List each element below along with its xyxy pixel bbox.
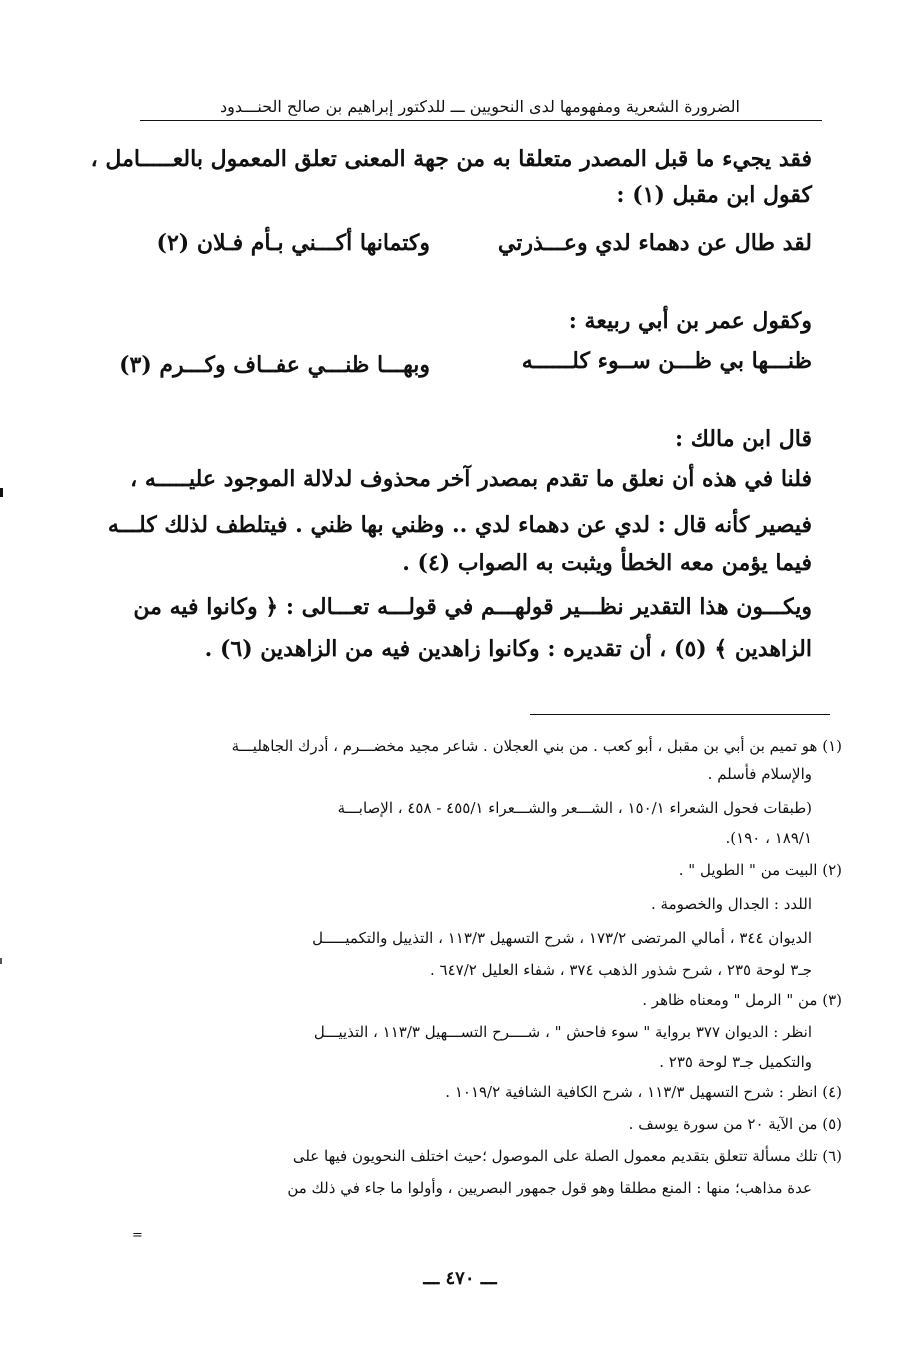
footnote-line: جـ٣ لوحة ٢٣٥ ، شرح شذور الذهب ٣٧٤ ، شفاء العليل ٦٤٧/٢ . bbox=[430, 961, 812, 979]
footnote-line: اللدد : الجدال والخصومة . bbox=[650, 895, 812, 913]
footnote-line: (١) هو تميم بن أبي بن مقبل ، أبو كعب . من بني العجلان . شاعر مجيد مخضـــرم ، أدرك الجاهليـــة bbox=[231, 737, 842, 755]
body-line: كقول ابن مقبل (١) : bbox=[616, 182, 812, 208]
footnote-line: (طبقات فحول الشعراء ١٥٠/١ ، الشـــعر والشـــعراء ٤٥٥/١ - ٤٥٨ ، الإصابـــة bbox=[337, 799, 812, 817]
running-header: الضرورة الشعرية ومفهومها لدى النحويين ـــ للدكتور إبراهيم بن صالح الحنـــدود bbox=[220, 97, 740, 116]
footnote-line: (٤) انظر : شرح التسهيل ١١٣/٣ ، شرح الكافية الشافية ١٠١٩/٢ . bbox=[445, 1083, 842, 1101]
footnote-rule bbox=[530, 714, 830, 715]
verse-hemistich-second: وبهـــا ظنـــي عفــاف وكـــرم (٣) bbox=[119, 352, 430, 378]
verse-hemistich-first: لقد طال عن دهماء لدي وعـــذرتي bbox=[497, 230, 812, 256]
body-line: فيما يؤمن معه الخطأ ويثبت به الصواب (٤) . bbox=[402, 550, 812, 576]
body-line: ويكـــون هذا التقدير نظـــير قولهـــم في قولـــه تعـــالى : ﴿ وكانوا فيه من bbox=[133, 594, 812, 620]
body-line: فلنا في هذه أن نعلق ما تقدم بمصدر آخر محذوف لدلالة الموجود عليـــــه ، bbox=[130, 466, 812, 492]
footnote-line: (٦) تلك مسألة تتعلق بتقديم معمول الصلة على الموصول ؛حيث اختلف النحويون فيها على bbox=[292, 1147, 842, 1165]
continuation-mark: = bbox=[132, 1228, 143, 1243]
footnote-line: والتكميل جـ٣ لوحة ٢٣٥ . bbox=[659, 1053, 812, 1071]
body-line: قال ابن مالك : bbox=[674, 426, 812, 452]
body-line: وكقول عمر بن أبي ربيعة : bbox=[568, 308, 812, 334]
footnote-line: (٢) البيت من " الطويل " . bbox=[678, 861, 842, 879]
verse-hemistich-first: ظنـــها بي ظـــن ســوء كلــــــه bbox=[521, 348, 812, 374]
page-number: ـــ ٤٧٠ ـــ bbox=[423, 1268, 497, 1289]
footnote-line: الديوان ٣٤٤ ، أمالي المرتضى ١٧٣/٢ ، شرح التسهيل ١١٣/٣ ، التذييل والتكميـــــل bbox=[312, 929, 812, 947]
footnote-line: (٥) من الآية ٢٠ من سورة يوسف . bbox=[628, 1115, 842, 1133]
scan-mark bbox=[0, 958, 2, 964]
footnote-line: (٣) من " الرمل " ومعناه ظاهر . bbox=[642, 991, 842, 1009]
verse-hemistich-second: وكتمانها أكـــني بـأم فـلان (٢) bbox=[156, 230, 430, 256]
body-line: فقد يجيء ما قبل المصدر متعلقا به من جهة المعنى تعلق المعمول بالعـــــامل ، bbox=[90, 146, 812, 172]
body-line: فيصير كأنه قال : لدي عن دهماء لدي .. وظني بها ظني . فيتلطف لذلك كلـــه bbox=[107, 512, 812, 538]
footnote-line: والإسلام فأسلم . bbox=[707, 765, 812, 783]
footnote-line: ١٨٩/١ ، ١٩٠). bbox=[725, 829, 812, 847]
footnote-line: انظر : الديوان ٣٧٧ برواية " سوء فاحش " ، شــــرح التســـهيل ١١٣/٣ ، التذييـــل bbox=[313, 1023, 812, 1041]
header-rule bbox=[140, 120, 822, 121]
body-line: الزاهدين ﴾ (٥) ، أن تقديره : وكانوا زاهدين فيه من الزاهدين (٦) . bbox=[204, 636, 812, 662]
footnote-line: عدة مذاهب؛ منها : المنع مطلقا وهو قول جمهور البصريين ، وأولوا ما جاء في ذلك من bbox=[287, 1179, 812, 1197]
scan-mark bbox=[0, 488, 3, 497]
